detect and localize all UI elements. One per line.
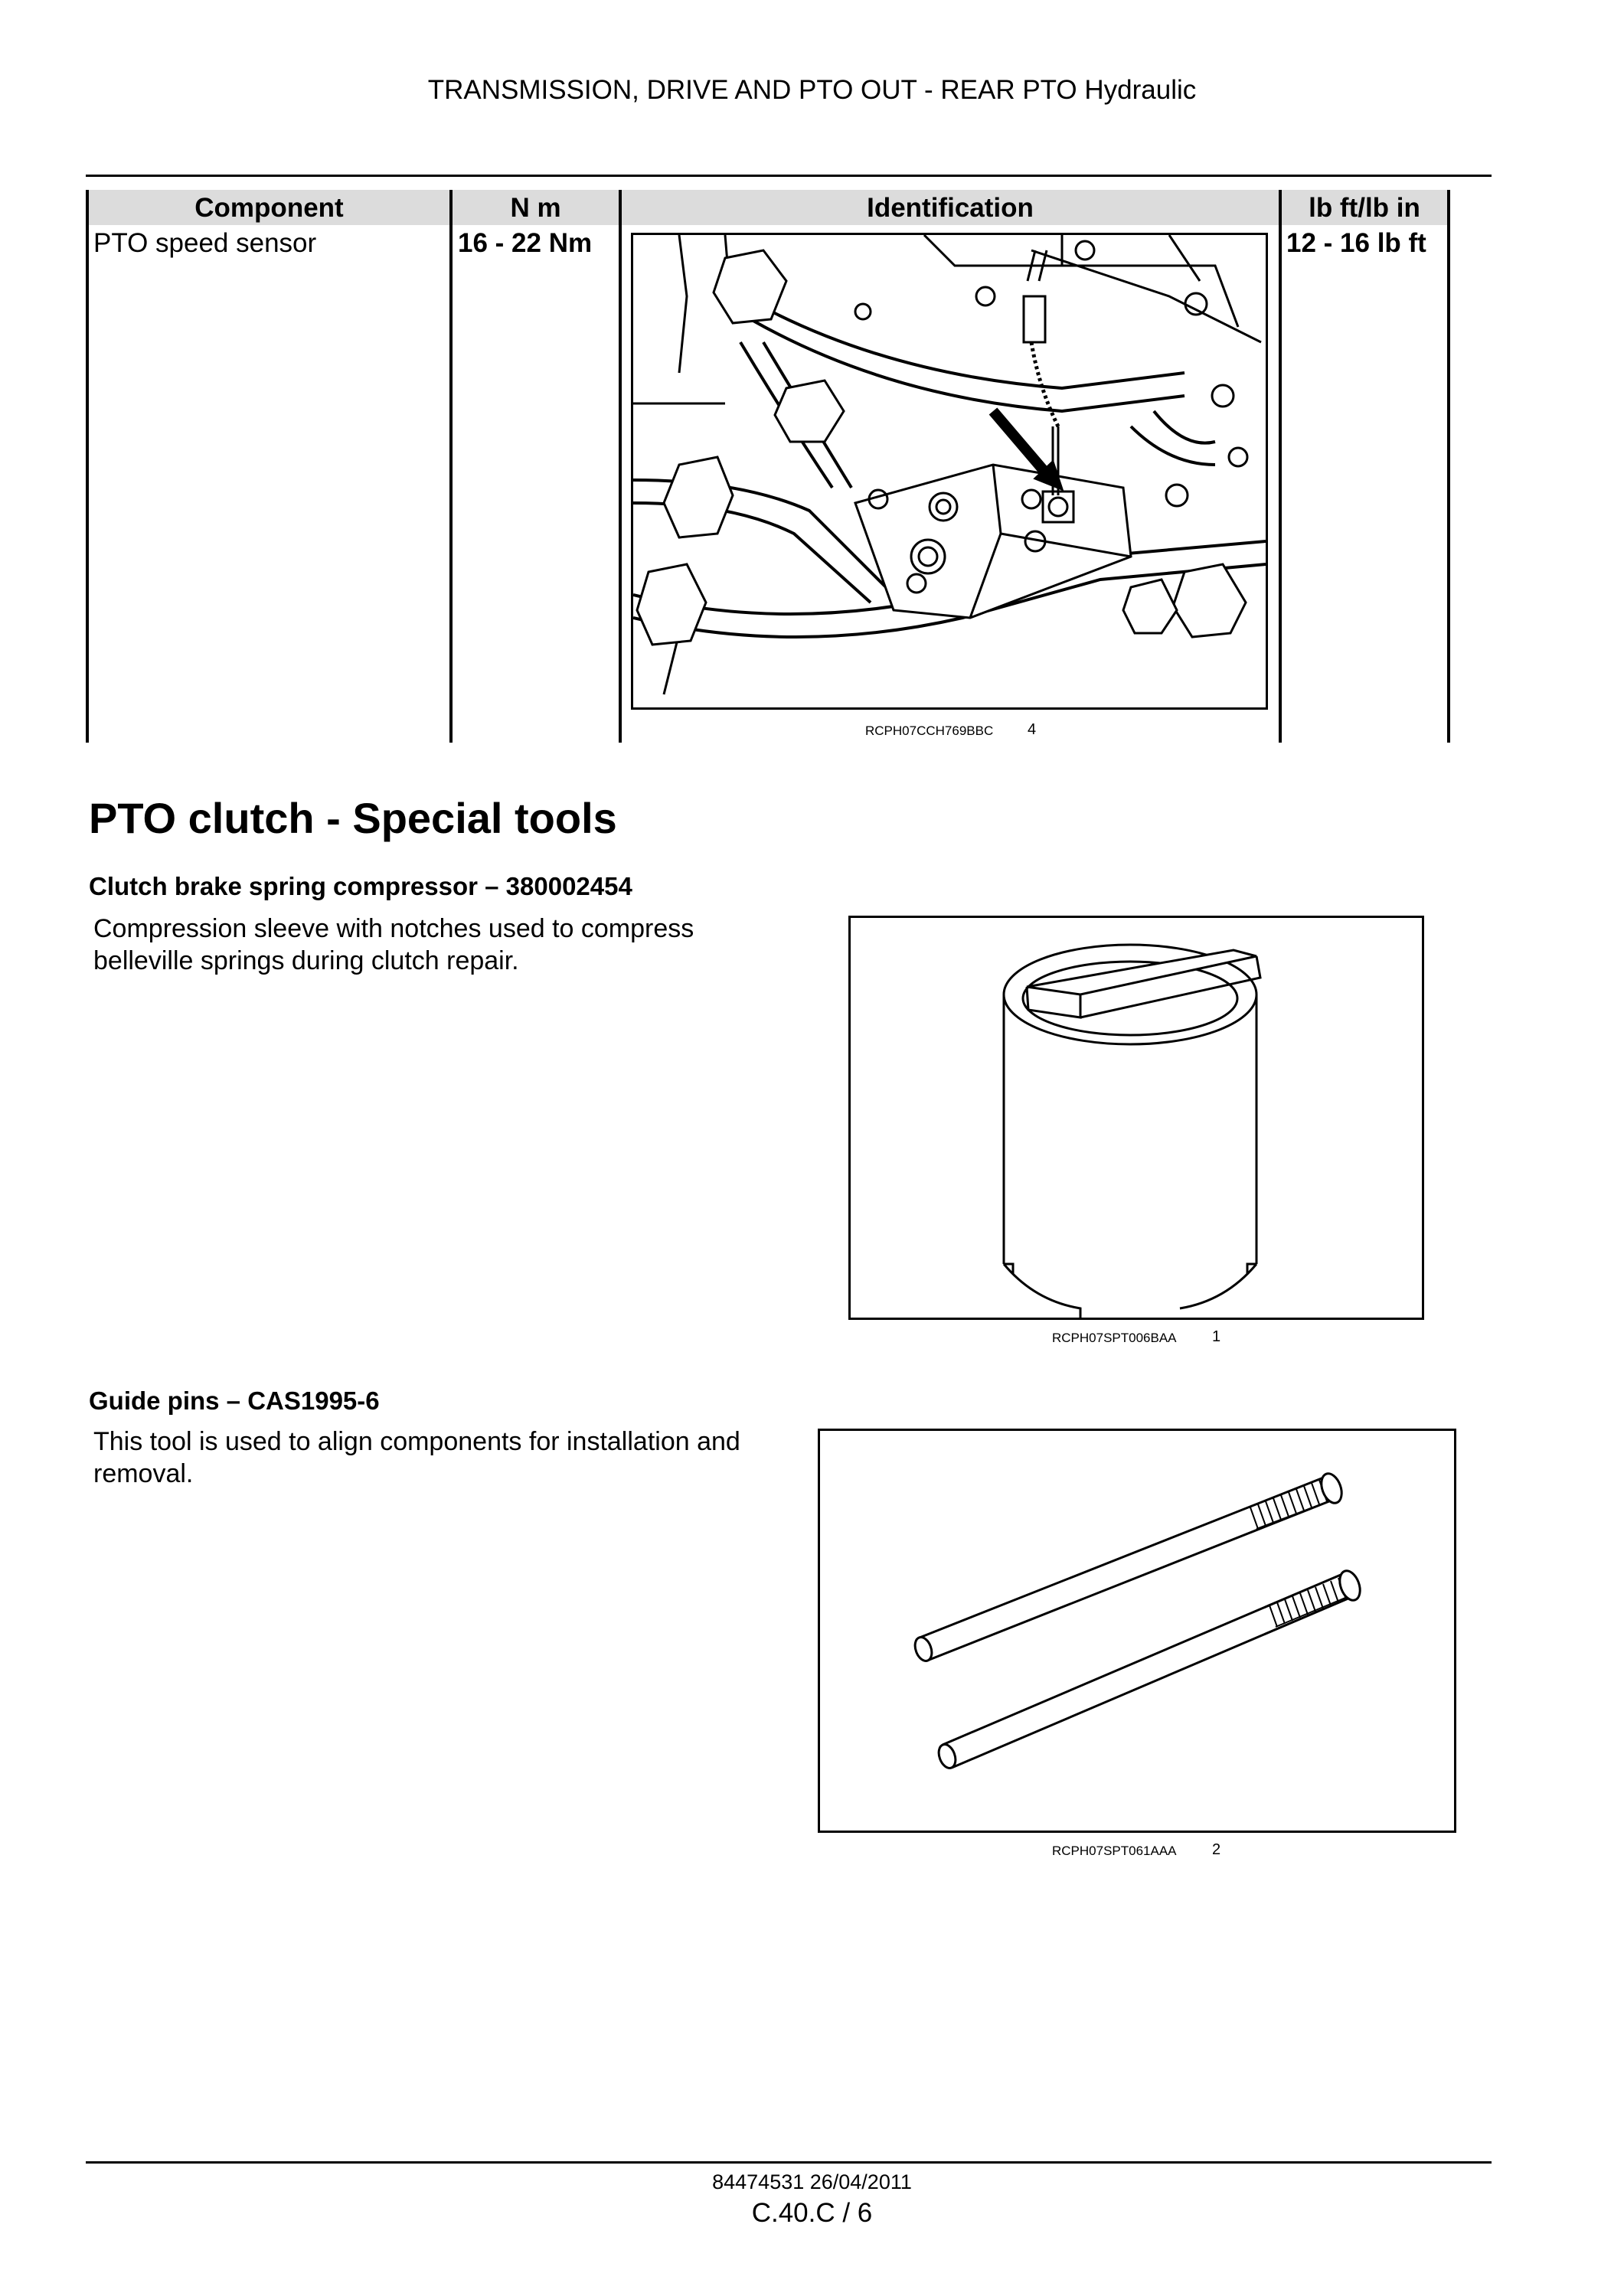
guide-pins-illustration bbox=[818, 1429, 1456, 1833]
figure-number-2: 2 bbox=[1212, 1841, 1221, 1858]
cell-torque-lbft: 12 - 16 lb ft bbox=[1286, 228, 1426, 258]
page-header-title: TRANSMISSION, DRIVE AND PTO OUT - REAR PTO Hydraulic bbox=[427, 75, 1197, 105]
figure-code-1: RCPH07SPT006BAA bbox=[1052, 1331, 1177, 1345]
pto-sensor-illustration bbox=[631, 233, 1268, 710]
column-header-lbft: lb ft/lb in bbox=[1309, 193, 1420, 223]
tool-2-description: This tool is used to align components for installation and removal. bbox=[93, 1427, 740, 1488]
table-divider-3 bbox=[1279, 190, 1282, 743]
tool-1-description: Compression sleeve with notches used to compress belleville springs during clutch repair. bbox=[93, 914, 694, 975]
table-divider-2 bbox=[619, 190, 622, 743]
footer-rule bbox=[86, 2161, 1492, 2164]
spring-compressor-illustration bbox=[848, 916, 1424, 1320]
table-divider-1 bbox=[449, 190, 453, 743]
cell-component: PTO speed sensor bbox=[93, 228, 317, 258]
column-header-identification: Identification bbox=[867, 193, 1034, 223]
column-header-component: Component bbox=[194, 193, 344, 223]
table-border-left bbox=[86, 190, 89, 743]
header-rule bbox=[86, 175, 1492, 177]
cell-torque-nm: 16 - 22 Nm bbox=[458, 228, 593, 258]
figure-number-4: 4 bbox=[1028, 721, 1037, 738]
column-header-nm: N m bbox=[510, 193, 561, 223]
tool-2-title: Guide pins – CAS1995-6 bbox=[89, 1386, 380, 1415]
figure-code-2: RCPH07SPT061AAA bbox=[1052, 1844, 1177, 1858]
figure-code-4: RCPH07CCH769BBC bbox=[865, 723, 994, 738]
figure-number-1: 1 bbox=[1212, 1328, 1221, 1345]
tool-1-title: Clutch brake spring compressor – 380002454 bbox=[89, 872, 632, 900]
table-border-right bbox=[1447, 190, 1450, 743]
footer-page-number: C.40.C / 6 bbox=[751, 2198, 873, 2228]
section-title: PTO clutch - Special tools bbox=[89, 794, 617, 842]
footer-doc-reference: 84474531 26/04/2011 bbox=[712, 2170, 912, 2193]
